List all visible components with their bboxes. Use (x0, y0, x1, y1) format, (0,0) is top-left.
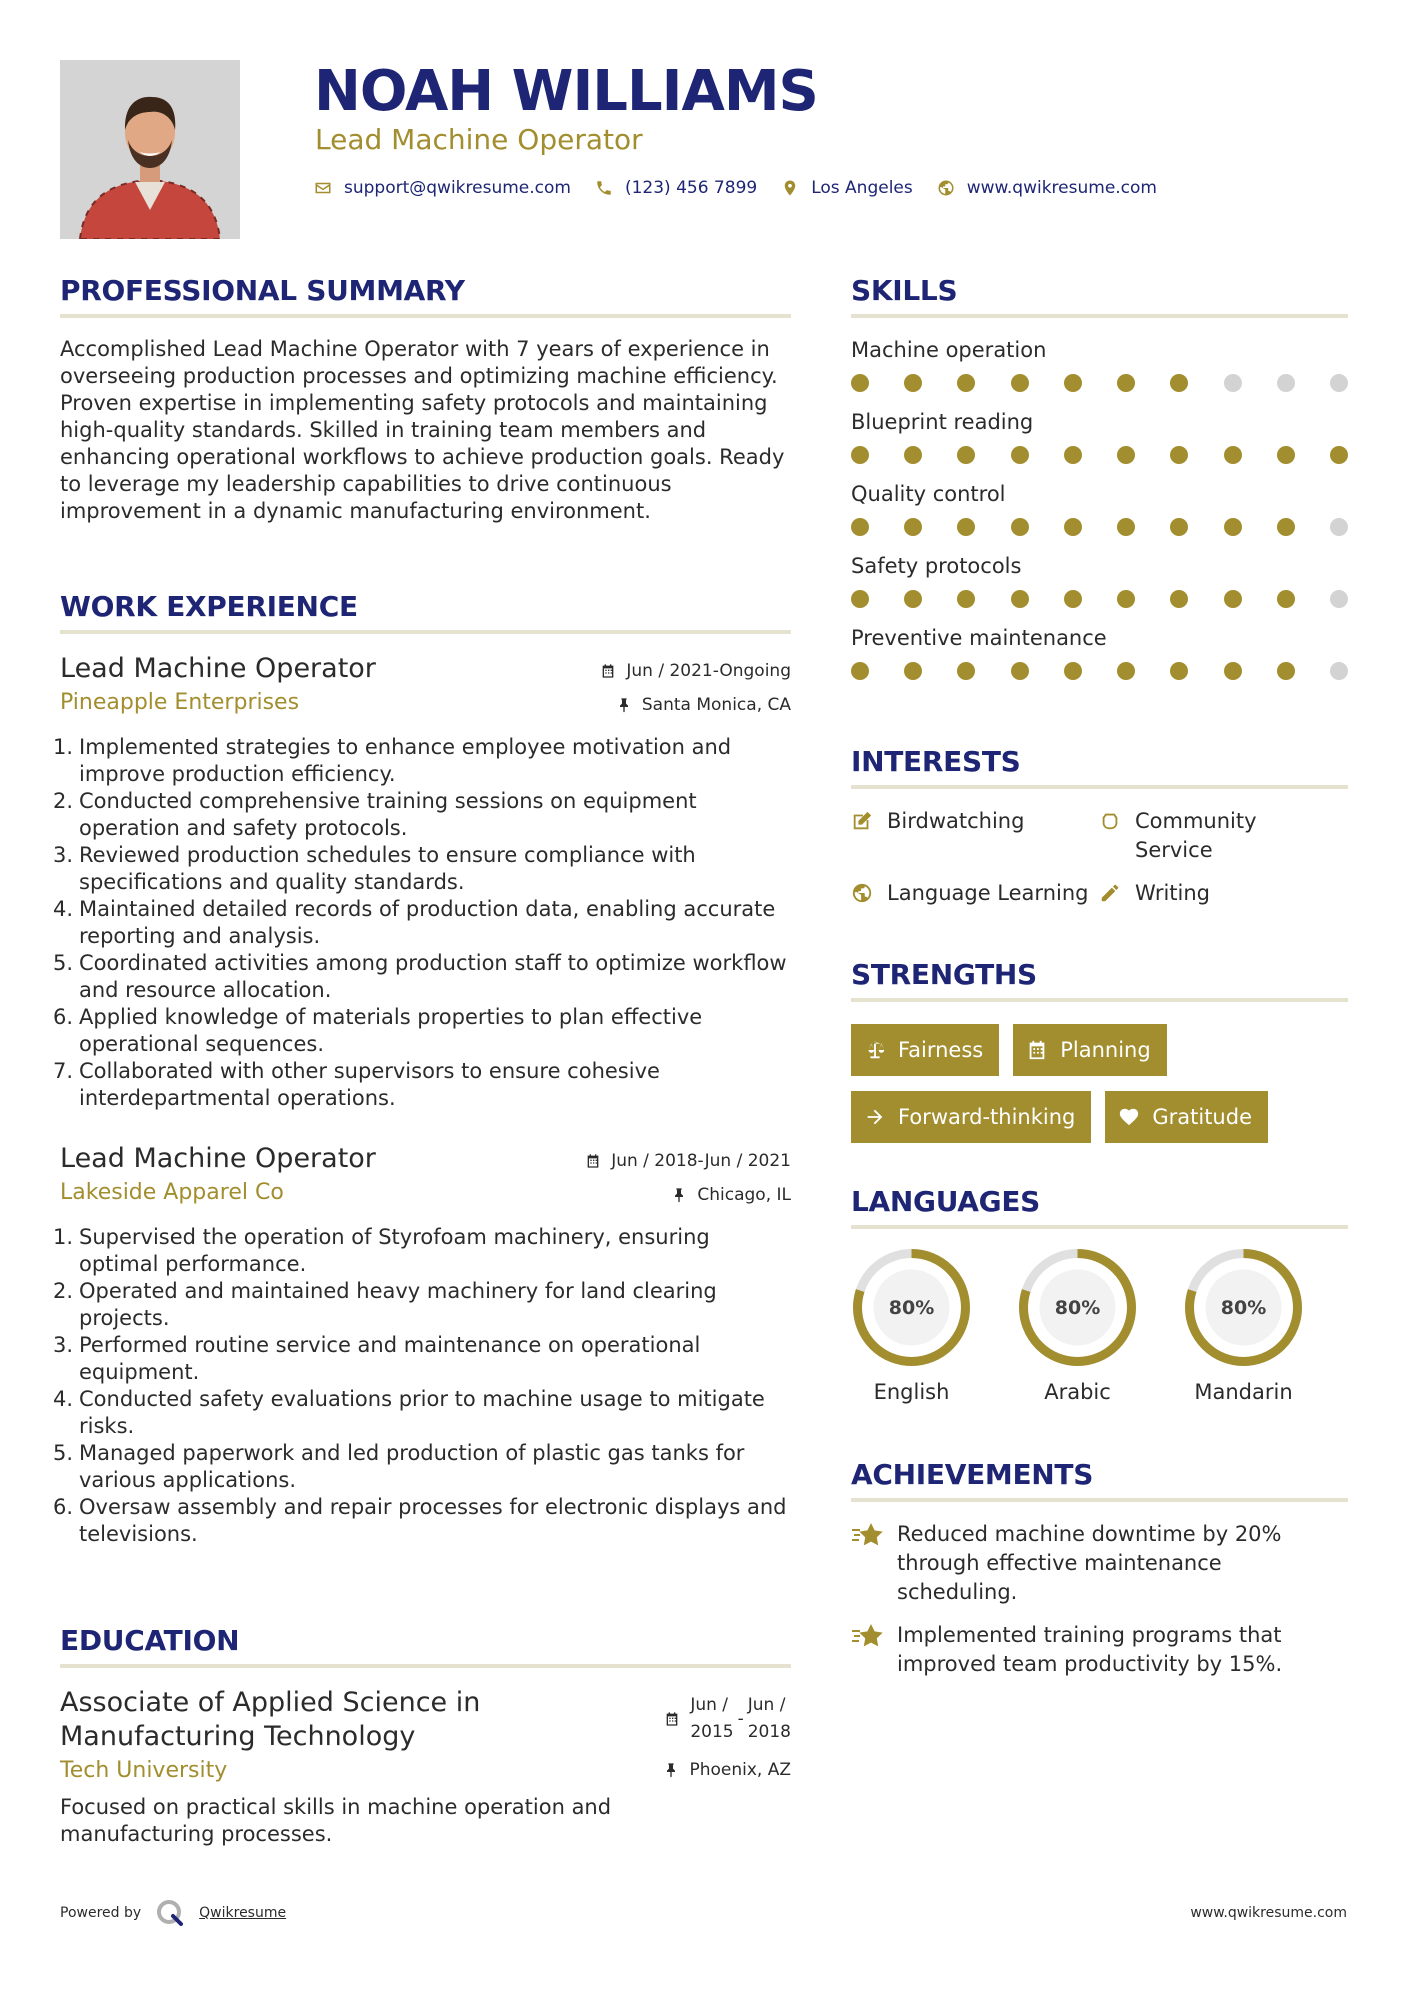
list-item: 6. Oversaw assembly and repair processes for electronic displays and televisions. (53, 1495, 787, 1546)
globe-icon (937, 179, 955, 197)
globe-icon (851, 882, 873, 904)
rating-dot-filled (1224, 446, 1242, 464)
star-icon (851, 1520, 885, 1550)
contact-phone[interactable] (595, 178, 757, 198)
rating-dot-filled (1117, 662, 1135, 680)
interest-item (851, 879, 1099, 908)
rating-dot-filled (1170, 446, 1188, 464)
skill-item (851, 552, 1348, 608)
rating-dot-filled (1330, 446, 1348, 464)
contact-website[interactable] (937, 178, 1157, 198)
bullet-text: Performed routine service and maintenance on operational equipment. (79, 1333, 701, 1384)
rating-dot-filled (1064, 518, 1082, 536)
interest-item (851, 807, 1099, 865)
rating-dot-empty (1277, 374, 1295, 392)
qwikresume-logo-icon (155, 1898, 185, 1928)
section-divider (60, 630, 791, 634)
language-item (851, 1247, 972, 1404)
rating-dot-filled (1277, 590, 1295, 608)
bullet-text: Operated and maintained heavy machinery for land clearing projects. (79, 1279, 717, 1330)
job-bullets (53, 1224, 791, 1548)
education-section (60, 1624, 791, 1848)
skill-item (851, 336, 1348, 392)
section-divider (851, 785, 1348, 789)
rating-dot-filled (1117, 518, 1135, 536)
language-percent: 80% (888, 1296, 935, 1319)
rating-dot-filled (957, 446, 975, 464)
strength-tag (851, 1091, 1091, 1143)
skill-item (851, 624, 1348, 680)
list-item: 6. Applied knowledge of materials properties to plan effective operational sequences. (53, 1005, 703, 1056)
rating-dot-filled (851, 662, 869, 680)
brand-link[interactable]: Qwikresume (199, 1905, 287, 1921)
strengths-section (851, 958, 1348, 1158)
education-description: Focused on practical skills in machine operation and manufacturing processes. (60, 1795, 612, 1846)
rating-dot-filled (1011, 662, 1029, 680)
interests-section (851, 745, 1348, 908)
rating-dot-filled (957, 518, 975, 536)
end-year: 2018 (747, 1722, 791, 1742)
scale-icon (864, 1039, 886, 1061)
skill-rating (851, 374, 1348, 392)
summary-text: Accomplished Lead Machine Operator with 7 years of experience in overseeing production processes and optimizing machine efficiency. Proven expertise in implementing safety protocols and maintaining high-quality standards. Skilled in training team members and enhancing operational workflows to achieve production goals. Ready to leverage my leadership capabilities to drive continuous improvement in a dynamic manufacturing environment. (60, 337, 785, 523)
rating-dot-filled (851, 374, 869, 392)
skills-section (851, 274, 1348, 696)
interests-heading: INTERESTS (851, 745, 1021, 778)
rating-dot-filled (1117, 590, 1135, 608)
phone-icon (595, 179, 613, 197)
rating-dot-filled (1064, 662, 1082, 680)
list-item: 4. Conducted safety evaluations prior to machine usage to mitigate risks. (53, 1387, 765, 1438)
job-location-text: Chicago, IL (697, 1185, 791, 1205)
interest-label: Writing (1135, 881, 1210, 905)
bullet-text: Coordinated activities among production staff to optimize workflow and resource allocation. (79, 951, 787, 1002)
job-location (671, 1185, 791, 1205)
rating-dot-filled (1064, 446, 1082, 464)
candidate-name: NOAH WILLIAMS (314, 59, 818, 124)
interest-label: Community Service (1135, 809, 1257, 862)
bullet-text: Conducted safety evaluations prior to machine usage to mitigate risks. (79, 1387, 765, 1438)
envelope-icon (314, 179, 332, 197)
rating-dot-filled (1277, 446, 1295, 464)
skill-rating (851, 446, 1348, 464)
strength-tag (1013, 1024, 1166, 1076)
rating-dot-filled (1224, 518, 1242, 536)
skill-item (851, 480, 1348, 536)
end-month: Jun / (747, 1695, 786, 1715)
list-item: 5. Coordinated activities among production staff to optimize workflow and resource allocation. (53, 951, 787, 1002)
star-icon (851, 1621, 885, 1651)
footer-website[interactable]: www.qwikresume.com (1190, 1905, 1347, 1921)
bullet-text: Collaborated with other supervisors to ensure cohesive interdepartmental operations. (79, 1059, 660, 1110)
bullet-text: Applied knowledge of materials properties to plan effective operational sequences. (79, 1005, 703, 1056)
edit-icon (851, 810, 873, 832)
language-ring (851, 1247, 972, 1368)
heart-icon (1118, 1106, 1140, 1128)
list-item: 3. Reviewed production schedules to ensure compliance with specifications and quality standards. (53, 843, 696, 894)
job-location-text: Santa Monica, CA (641, 695, 791, 715)
rating-dot-filled (1170, 590, 1188, 608)
rating-dot-filled (1224, 662, 1242, 680)
arrow-right-icon (864, 1106, 886, 1128)
education-heading: EDUCATION (60, 1624, 240, 1657)
start-month: Jun / (690, 1695, 729, 1715)
education-dates (664, 1684, 791, 1754)
contact-bar (314, 178, 1181, 198)
rating-dot-empty (1330, 374, 1348, 392)
rating-dot-filled (1064, 590, 1082, 608)
pushpin-icon (663, 1762, 679, 1778)
job-role: Lead Machine Operator (60, 653, 376, 684)
powered-by-text: Powered by (60, 1905, 142, 1921)
job-bullets (53, 734, 791, 1112)
list-item: 3. Performed routine service and maintenance on operational equipment. (53, 1333, 701, 1384)
degree-line-1: Associate of Applied Science in (60, 1687, 481, 1718)
strengths-heading: STRENGTHS (851, 958, 1037, 991)
calendar-icon (585, 1153, 601, 1169)
rating-dot-filled (1277, 518, 1295, 536)
languages-section (851, 1185, 1348, 1404)
hand-icon (1099, 810, 1121, 832)
rating-dot-empty (1330, 518, 1348, 536)
strength-label: Fairness (898, 1038, 984, 1062)
strength-label: Forward-thinking (898, 1105, 1076, 1129)
bullet-text: Reviewed production schedules to ensure compliance with specifications and quality standards. (79, 843, 696, 894)
language-ring (1183, 1247, 1304, 1368)
calendar-icon (600, 663, 616, 679)
job-role: Lead Machine Operator (60, 1143, 376, 1174)
strengths-list (851, 1024, 1348, 1158)
experience-section (53, 590, 791, 1548)
rating-dot-filled (957, 662, 975, 680)
section-divider (851, 998, 1348, 1002)
skill-rating (851, 662, 1348, 680)
bullet-text: Supervised the operation of Styrofoam machinery, ensuring optimal performance. (79, 1225, 710, 1276)
rating-dot-filled (1117, 446, 1135, 464)
rating-dot-filled (904, 590, 922, 608)
contact-email[interactable] (314, 178, 571, 198)
skill-item (851, 408, 1348, 464)
rating-dot-filled (957, 590, 975, 608)
language-percent: 80% (1054, 1296, 1101, 1319)
section-divider (851, 314, 1348, 318)
languages-list (851, 1247, 1348, 1404)
rating-dot-filled (1277, 662, 1295, 680)
rating-dot-filled (1011, 518, 1029, 536)
job-location (616, 695, 791, 715)
skills-list (851, 336, 1348, 680)
strength-tag (851, 1024, 999, 1076)
section-divider (851, 1225, 1348, 1229)
candidate-title: Lead Machine Operator (315, 123, 643, 156)
language-ring (1017, 1247, 1138, 1368)
email-text: support@qwikresume.com (344, 178, 571, 198)
date-separator: - (737, 1708, 744, 1729)
bullet-text: Managed paperwork and led production of plastic gas tanks for various applications. (79, 1441, 745, 1492)
job-dates (600, 661, 791, 681)
contact-location (781, 178, 913, 198)
rating-dot-empty (1330, 590, 1348, 608)
language-item (1183, 1247, 1304, 1404)
calendar-icon (664, 1711, 680, 1727)
rating-dot-filled (957, 374, 975, 392)
bullet-text: Implemented strategies to enhance employee motivation and improve production efficiency. (79, 735, 732, 786)
job-dates (585, 1151, 791, 1171)
section-divider (60, 314, 791, 318)
interests-list (851, 807, 1348, 908)
interest-label: Birdwatching (887, 809, 1025, 833)
bullet-text: Oversaw assembly and repair processes for electronic displays and televisions. (79, 1495, 787, 1546)
job-entry (53, 1142, 791, 1548)
job-dates-text: Jun / 2021-Ongoing (626, 661, 791, 681)
education-location (663, 1760, 791, 1780)
rating-dot-filled (904, 662, 922, 680)
rating-dot-filled (851, 590, 869, 608)
rating-dot-filled (1064, 374, 1082, 392)
list-item: 1. Supervised the operation of Styrofoam machinery, ensuring optimal performance. (53, 1225, 710, 1276)
rating-dot-filled (1170, 518, 1188, 536)
education-location-text: Phoenix, AZ (689, 1760, 791, 1780)
achievements-section (851, 1458, 1348, 1679)
experience-heading: WORK EXPERIENCE (60, 590, 358, 623)
degree-line-2: Manufacturing Technology (60, 1721, 416, 1752)
strength-label: Gratitude (1152, 1105, 1252, 1129)
achievements-heading: ACHIEVEMENTS (851, 1458, 1094, 1491)
rating-dot-empty (1330, 662, 1348, 680)
skill-name: Preventive maintenance (851, 626, 1107, 650)
rating-dot-filled (1224, 590, 1242, 608)
rating-dot-filled (851, 446, 869, 464)
summary-heading: PROFESSIONAL SUMMARY (60, 274, 465, 307)
rating-dot-filled (1117, 374, 1135, 392)
list-item: 7. Collaborated with other supervisors to ensure cohesive interdepartmental operations. (53, 1059, 660, 1110)
strength-label: Planning (1060, 1038, 1151, 1062)
language-name: Mandarin (1194, 1380, 1293, 1404)
profile-photo (60, 60, 240, 239)
phone-text: (123) 456 7899 (624, 178, 758, 198)
pushpin-icon (616, 697, 632, 713)
job-company: Lakeside Apparel Co (60, 1180, 284, 1205)
rating-dot-filled (851, 518, 869, 536)
achievement-text: Reduced machine downtime by 20% through effective maintenance scheduling. (897, 1522, 1282, 1604)
rating-dot-filled (904, 374, 922, 392)
interest-item (1099, 879, 1279, 908)
map-pin-icon (781, 179, 799, 197)
list-item: 5. Managed paperwork and led production of plastic gas tanks for various applications. (53, 1441, 745, 1492)
rating-dot-filled (1011, 590, 1029, 608)
pencil-icon (1099, 882, 1121, 904)
section-divider (60, 1664, 791, 1668)
bullet-text: Conducted comprehensive training sessions on equipment operation and safety protocols. (79, 789, 697, 840)
interest-item (1099, 807, 1279, 865)
skill-name: Safety protocols (851, 554, 1022, 578)
powered-by (60, 1898, 286, 1928)
language-percent: 80% (1220, 1296, 1267, 1319)
language-name: English (873, 1380, 950, 1404)
school-name: Tech University (60, 1758, 228, 1783)
list-item: 2. Conducted comprehensive training sessions on equipment operation and safety protocols. (53, 789, 697, 840)
rating-dot-filled (1011, 446, 1029, 464)
interest-label: Language Learning (887, 881, 1089, 905)
job-dates-text: Jun / 2018-Jun / 2021 (611, 1151, 791, 1171)
skill-name: Quality control (851, 482, 1006, 506)
strength-tag (1105, 1091, 1268, 1143)
language-item (1017, 1247, 1138, 1404)
calendar-icon (1026, 1039, 1048, 1061)
skills-heading: SKILLS (851, 274, 958, 307)
job-company: Pineapple Enterprises (60, 690, 300, 715)
skill-rating (851, 518, 1348, 536)
languages-heading: LANGUAGES (851, 1185, 1041, 1218)
skill-name: Blueprint reading (851, 410, 1034, 434)
rating-dot-empty (1224, 374, 1242, 392)
person-avatar-icon (60, 60, 240, 239)
achievement-text: Implemented training programs that improved team productivity by 15%. (897, 1623, 1283, 1676)
website-text: www.qwikresume.com (966, 178, 1157, 198)
section-divider (851, 1498, 1348, 1502)
rating-dot-filled (1170, 374, 1188, 392)
start-year: 2015 (690, 1722, 734, 1742)
bullet-text: Maintained detailed records of production data, enabling accurate reporting and analysis. (79, 897, 776, 948)
list-item: 1. Implemented strategies to enhance employee motivation and improve production efficiency. (53, 735, 732, 786)
language-name: Arabic (1044, 1380, 1111, 1404)
skill-rating (851, 590, 1348, 608)
rating-dot-filled (1011, 374, 1029, 392)
location-text: Los Angeles (811, 178, 913, 198)
pushpin-icon (671, 1187, 687, 1203)
rating-dot-filled (1170, 662, 1188, 680)
list-item: 4. Maintained detailed records of production data, enabling accurate reporting and analysis. (53, 897, 776, 948)
job-entry (53, 652, 791, 1112)
rating-dot-filled (904, 446, 922, 464)
skill-name: Machine operation (851, 338, 1047, 362)
list-item: 2. Operated and maintained heavy machinery for land clearing projects. (53, 1279, 717, 1330)
rating-dot-filled (904, 518, 922, 536)
page-footer (60, 1898, 1347, 1928)
achievement-item (851, 1621, 1348, 1679)
achievement-item (851, 1520, 1348, 1607)
summary-section (60, 274, 791, 525)
